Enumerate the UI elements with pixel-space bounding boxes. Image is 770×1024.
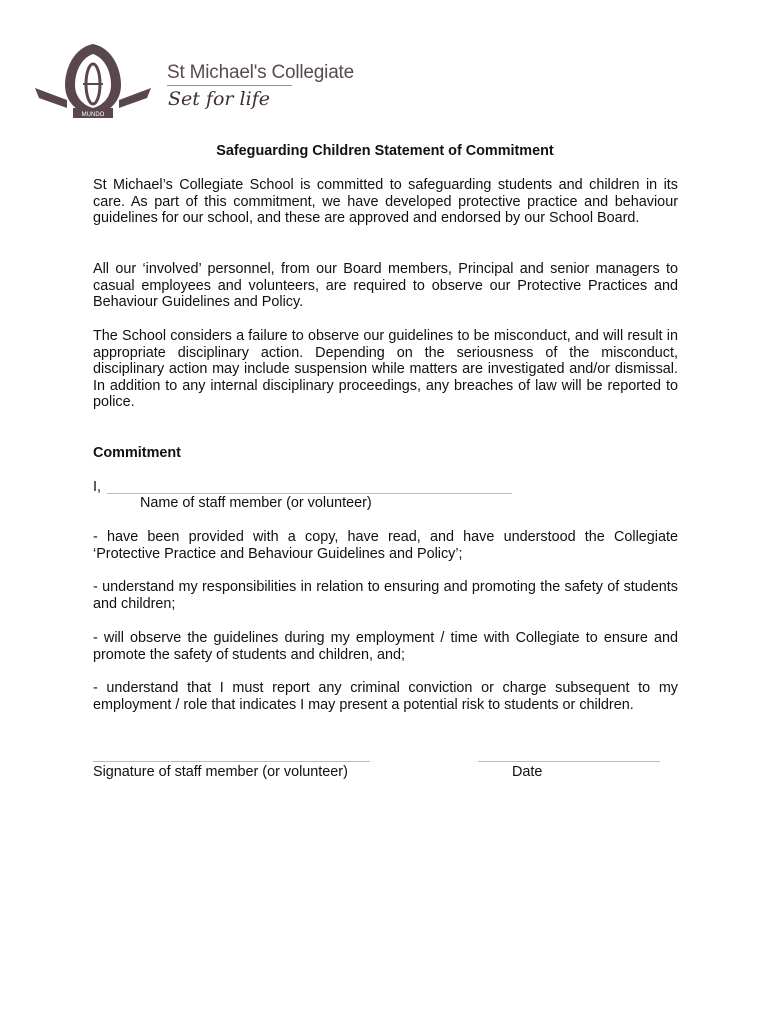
misconduct-paragraph: The School considers a failure to observe our guidelines to be misconduct, and will result in appropriate disciplinary action. Depending on the seriousness of the misconduct, disciplinary action may include suspension while matters are investigated and/or dismissal. In addition to any internal disciplinary proceedings, any breaches of law will be reported to police. bbox=[93, 328, 678, 411]
name-field-label: Name of staff member (or volunteer) bbox=[140, 495, 372, 511]
crest-icon bbox=[33, 40, 153, 120]
name-field[interactable] bbox=[107, 493, 512, 494]
personnel-paragraph: All our ‘involved’ personnel, from our Board members, Principal and senior managers to casual employees and volunteers, are required to observe our Protective Practices and Behaviour Guidelines and Policy. bbox=[93, 261, 678, 311]
date-label: Date bbox=[512, 764, 543, 780]
signature-label: Signature of staff member (or volunteer) bbox=[93, 764, 348, 780]
school-tagline: Set for life bbox=[168, 88, 270, 110]
commitment-item: - understand my responsibilities in relation to ensuring and promoting the safety of students and children; bbox=[93, 579, 678, 612]
commitment-item: - have been provided with a copy, have read, and have understood the Collegiate ‘Protective Practice and Behaviour Guidelines and Policy’; bbox=[93, 529, 678, 562]
svg-text:MUNDO: MUNDO bbox=[81, 112, 105, 118]
date-field[interactable] bbox=[478, 761, 660, 762]
intro-paragraph: St Michael’s Collegiate School is committed to safeguarding students and children in its care. As part of this commitment, we have developed protective practice and behaviour guidelines for our school, and these are approved and endorsed by our School Board. bbox=[93, 177, 678, 227]
school-name: St Michael's Collegiate bbox=[167, 62, 355, 83]
commitment-item: - will observe the guidelines during my employment / time with Collegiate to ensure and promote the safety of students and children, and; bbox=[93, 630, 678, 663]
i-prefix: I, bbox=[93, 479, 101, 495]
document-title: Safeguarding Children Statement of Commitment bbox=[216, 143, 554, 159]
signature-field[interactable] bbox=[93, 761, 370, 762]
commitment-heading: Commitment bbox=[93, 445, 181, 461]
commitment-item: - understand that I must report any criminal conviction or charge subsequent to my employment / role that indicates I may present a potential risk to students or children. bbox=[93, 680, 678, 713]
